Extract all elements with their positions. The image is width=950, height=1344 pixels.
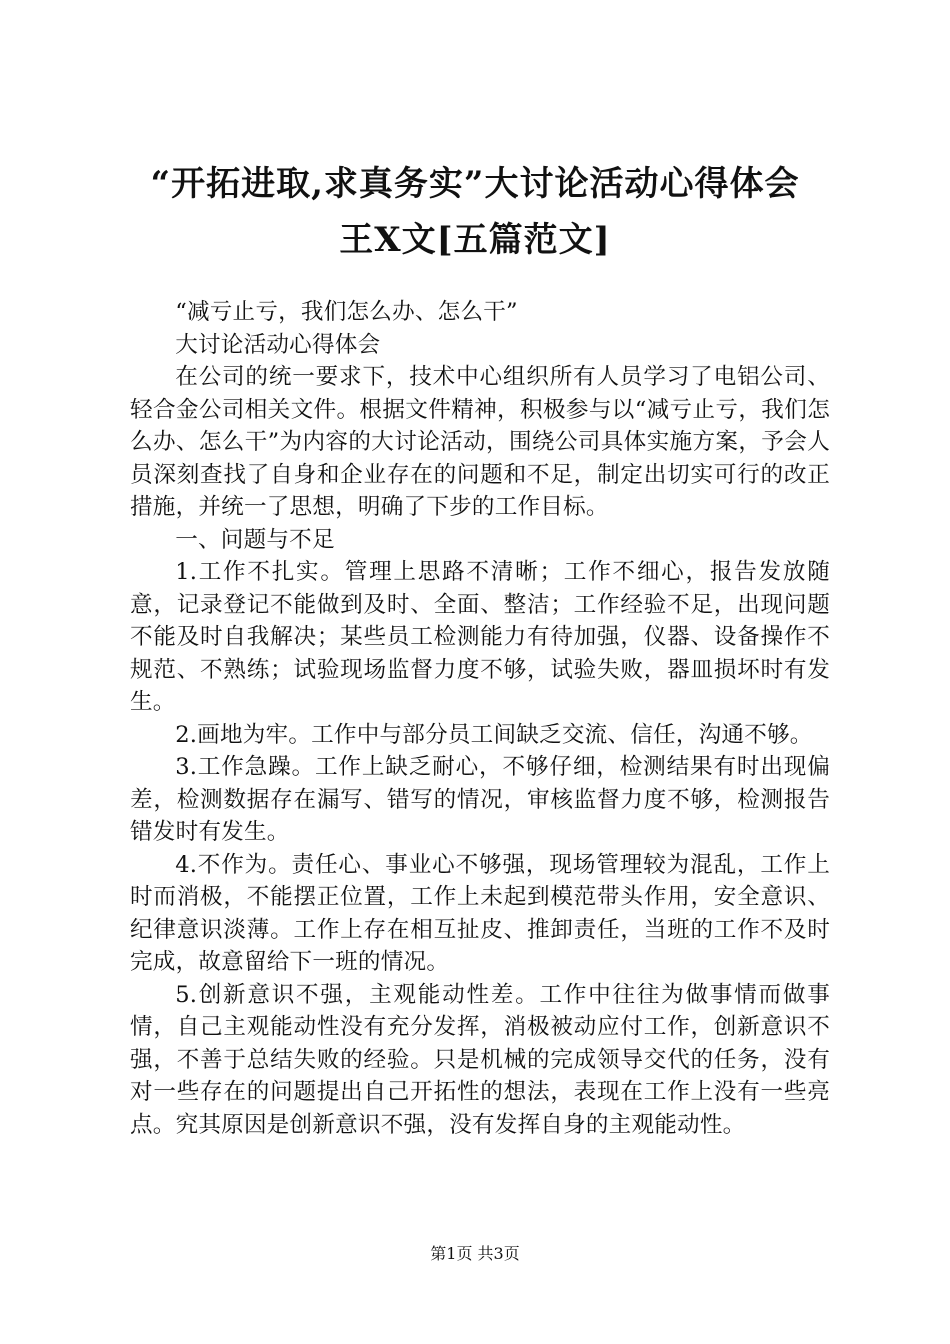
section-heading: 一、问题与不足 (175, 526, 335, 553)
list-item: 3.工作急躁。工作上缺乏耐心，不够仔细，检测结果有时出现偏差，检测数据存在漏写、错写的情况，审核监督力度不够，检测报告错发时有发生。 (130, 754, 830, 845)
list-item: 5.创新意识不强，主观能动性差。工作中往往为做事情而做事情，自己主观能动性没有充分发挥，消极被动应付工作，创新意识不强，不善于总结失败的经验。只是机械的完成领导交代的任务，没有对一些存在的问题提出自己开拓性的想法，表现在工作上没有一些亮点。究其原因是创新意识不强，没有发挥自身的主观能动性。 (130, 981, 830, 1138)
paragraph-theme: “减亏止亏，我们怎么办、怎么干” (175, 299, 518, 325)
list-item: 1.工作不扎实。管理上思路不清晰；工作不细心，报告发放随意，记录登记不能做到及时、全面、整洁；工作经验不足，出现问题不能及时自我解决；某些员工检测能力有待加强，仪器、设备操作不规范、不熟练；试验现场监督力度不够，试验失败，器皿损坏时有发生。 (130, 559, 830, 715)
paragraph-intro: 在公司的统一要求下，技术中心组织所有人员学习了电铝公司、轻合金公司相关文件。根据文件精神，积极参与以“减亏止亏，我们怎么办、怎么干”为内容的大讨论活动，围绕公司具体实施方案，予会人员深刻查找了自身和企业存在的问题和不足，制定出切实可行的改正措施，并统一了思想，明确了下步的工作目标。 (130, 364, 830, 520)
list-item: 4.不作为。责任心、事业心不够强，现场管理较为混乱，工作上时而消极，不能摆正位置，工作上未起到模范带头作用，安全意识、纪律意识淡薄。工作上存在相互扯皮、推卸责任，当班的工作不及时完成，故意留给下一班的情况。 (130, 851, 830, 975)
page-footer: 第1页 共3页 (430, 1244, 520, 1263)
document-subtitle: 王X文[五篇范文] (339, 220, 611, 260)
paragraph-heading: 大讨论活动心得体会 (175, 331, 381, 358)
document-title: “开拓进取,求真务实”大讨论活动心得体会 (150, 164, 800, 204)
list-item: 2.画地为牢。工作中与部分员工间缺乏交流、信任，沟通不够。 (175, 721, 813, 748)
document-body (130, 296, 830, 1141)
